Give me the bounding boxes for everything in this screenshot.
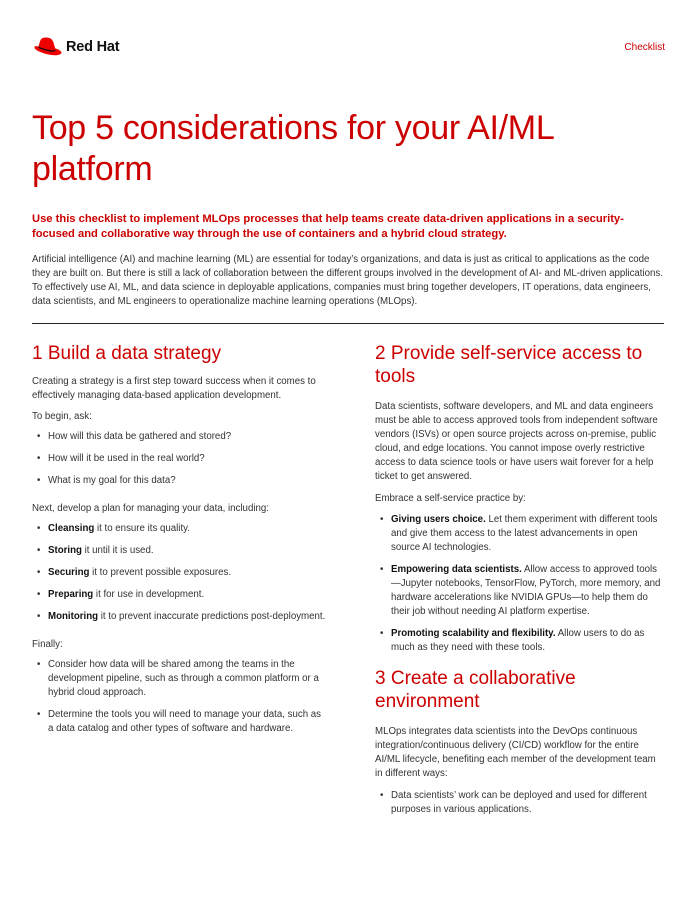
list-item: • How will this data be gathered and stored?: [32, 430, 327, 444]
section-divider: [32, 323, 664, 324]
section-2-embrace-label: Embrace a self-service practice by:: [375, 493, 526, 504]
section-1-heading: 1 Build a data strategy: [32, 343, 222, 364]
list-item: • What is my goal for this data?: [32, 474, 327, 488]
list-item-term: Cleansing: [48, 523, 95, 534]
brand-name: Red Hat: [66, 39, 120, 55]
red-hat-logo-icon: [32, 36, 62, 58]
document-type-label: Checklist: [624, 42, 665, 53]
list-item-text: it until it is used.: [81, 545, 154, 556]
list-item: • Determine the tools you will need to manage your data, such as a data catalog and other types of software and hardware.: [32, 708, 327, 736]
brand-logo: [32, 36, 119, 58]
section-1-plan-label: Next, develop a plan for managing your data, including:: [32, 503, 269, 514]
collaboration-list: [375, 789, 665, 817]
list-item: • How will it be used in the real world?: [32, 452, 327, 466]
lede-paragraph: Use this checklist to implement MLOps processes that help teams create data-driven applications in a security-focused and collaborative way through the use of containers and a hybrid cloud strategy.: [32, 213, 624, 240]
section-3-heading: 3 Create a collaborative environment: [375, 668, 576, 712]
list-item: [32, 522, 327, 536]
list-item: [32, 544, 327, 558]
list-item-text: it for use in development.: [93, 589, 205, 600]
list-item-term: Promoting scalability and flexibility.: [391, 628, 556, 639]
list-item-text: it to prevent possible exposures.: [89, 567, 232, 578]
list-item-text: Allow access to approved tools—Jupyter notebooks, TensorFlow, PyTorch, more memory, and hardware accelerations like NVIDIA GPUs—to help them do their job without needing AI platform expertise.: [391, 564, 661, 617]
section-2-paragraph: Data scientists, software developers, and ML and data engineers must be able to access approved tools from independent software vendors (ISVs) or open source projects across on-premise, public cloud, and edge locations. You cannot impose overly restrictive access to data science tools or have users wait forever for a help ticket to get answered.: [375, 401, 658, 482]
list-item: [375, 627, 665, 655]
list-item-text: Let them experiment with different tools and give them access to the latest advancements in open source AI technologies.: [391, 514, 658, 553]
section-2-heading: 2 Provide self-service access to tools: [375, 343, 643, 387]
section-1-finally-label: Finally:: [32, 639, 63, 650]
section-1-paragraph: Creating a strategy is a first step toward success when it comes to effectively managing data-based application development.: [32, 376, 316, 401]
section-3-paragraph: MLOps integrates data scientists into the DevOps continuous integration/continuous delivery (CI/CD) workflow for the entire AI/ML lifecycle, benefiting each member of the development team in different ways:: [375, 726, 656, 779]
list-item-term: Empowering data scientists.: [391, 564, 522, 575]
list-item-term: Giving users choice.: [391, 514, 486, 525]
list-item-text: it to prevent inaccurate predictions post-deployment.: [98, 611, 326, 622]
left-column: [32, 342, 327, 744]
finally-list: [32, 658, 327, 736]
list-item: [375, 513, 665, 555]
list-item-text: Allow users to do as much as they need with these tools.: [391, 628, 645, 653]
list-item: [32, 566, 327, 580]
plan-list: [32, 522, 327, 624]
list-item: [375, 563, 665, 619]
list-item: [32, 588, 327, 602]
list-item-term: Storing: [48, 545, 82, 556]
right-column: [375, 342, 665, 825]
list-item-term: Securing: [48, 567, 90, 578]
section-1-ask-label: To begin, ask:: [32, 411, 92, 422]
list-item: • Data scientists’ work can be deployed and used for different purposes in various applications.: [375, 789, 665, 817]
question-list: [32, 430, 327, 488]
list-item-term: Monitoring: [48, 611, 99, 622]
page-title: Top 5 considerations for your AI/ML platform: [32, 109, 554, 188]
list-item-term: Preparing: [48, 589, 94, 600]
intro-paragraph: Artificial intelligence (AI) and machine learning (ML) are essential for today’s organizations, and data is just as critical to applications as the code they are built on. But there is still a lack of collaboration between the different groups involved in the development of AI- and ML-driven applications. To effectively use AI, ML, and data science in deployable applications, companies must bring together developers, IT operations, data engineers, data scientists, and ML engineers to operationalize machine learning operations (MLOps).: [32, 254, 663, 307]
list-item-text: it to ensure its quality.: [94, 523, 190, 534]
self-service-list: [375, 513, 665, 655]
list-item: [32, 610, 327, 624]
list-item: • Consider how data will be shared among the teams in the development pipeline, such as through a common platform or a hybrid cloud approach.: [32, 658, 327, 700]
